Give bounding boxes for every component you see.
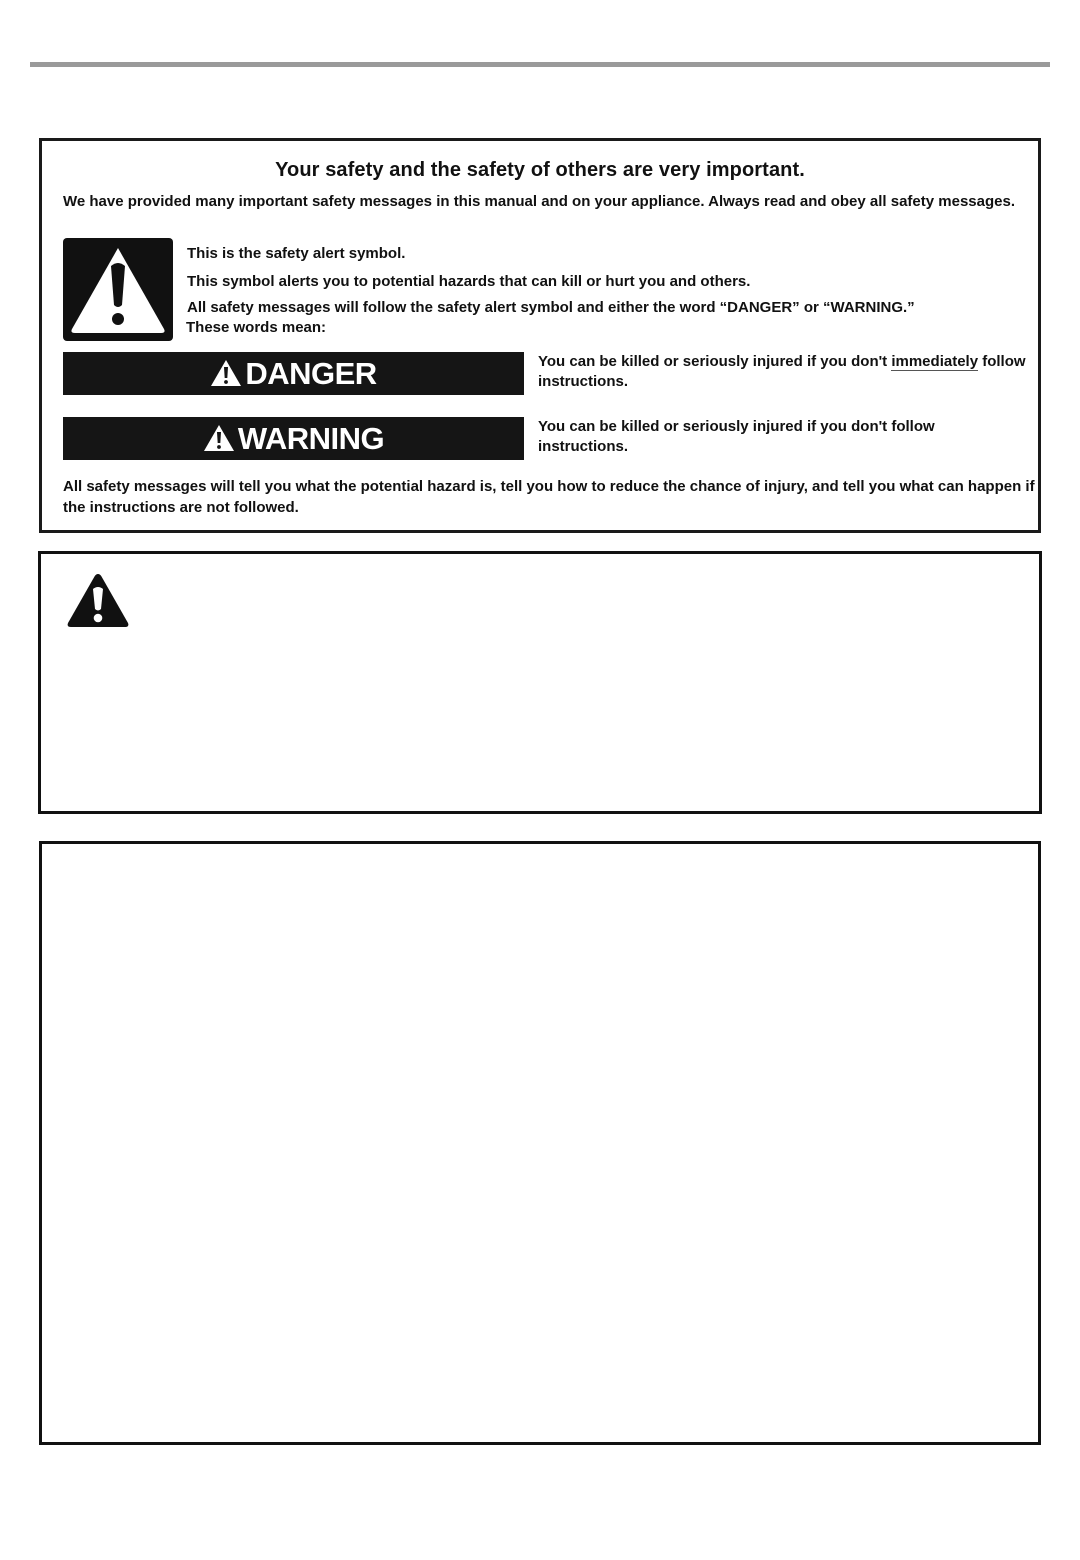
warning-triangle-icon [66, 572, 130, 630]
alert-line-2: This symbol alerts you to potential hazards that can kill or hurt you and others. [187, 273, 751, 290]
safety-closing: All safety messages will tell you what the potential hazard is, tell you how to reduce the chance of injury, and tell you what can happen if the instructions are not followed. [63, 478, 1035, 516]
alert-line-1: This is the safety alert symbol. [187, 245, 406, 262]
safety-title: Your safety and the safety of others are very important. [275, 159, 805, 181]
danger-desc-before: You can be killed or seriously injured if you don't [538, 353, 892, 370]
warning-label: WARNING [237, 420, 385, 456]
alert-line-4: These words mean: [186, 319, 327, 336]
danger-label: DANGER [245, 355, 377, 391]
warning-banner [63, 417, 524, 460]
top-divider [30, 62, 1050, 67]
warning-banner-triangle-icon [203, 424, 235, 452]
content-panel [39, 841, 1041, 1445]
alert-line-3: All safety messages will follow the safety alert symbol and either the word “DANGER” or “WARNING.” [187, 299, 915, 316]
safety-info-panel [39, 138, 1041, 533]
warning-description: You can be killed or seriously injured if you don't follow instructions. [538, 418, 935, 455]
safety-alert-icon [63, 238, 173, 341]
danger-description [538, 352, 1028, 392]
safety-intro: We have provided many important safety messages in this manual and on your appliance. Always read and obey all safety messages. [63, 193, 1015, 210]
warning-panel [38, 551, 1042, 814]
danger-desc-after: follow instructions. [538, 353, 1026, 390]
danger-banner [63, 352, 524, 395]
danger-triangle-icon [210, 359, 242, 387]
danger-desc-emphasis: immediately [891, 353, 979, 370]
